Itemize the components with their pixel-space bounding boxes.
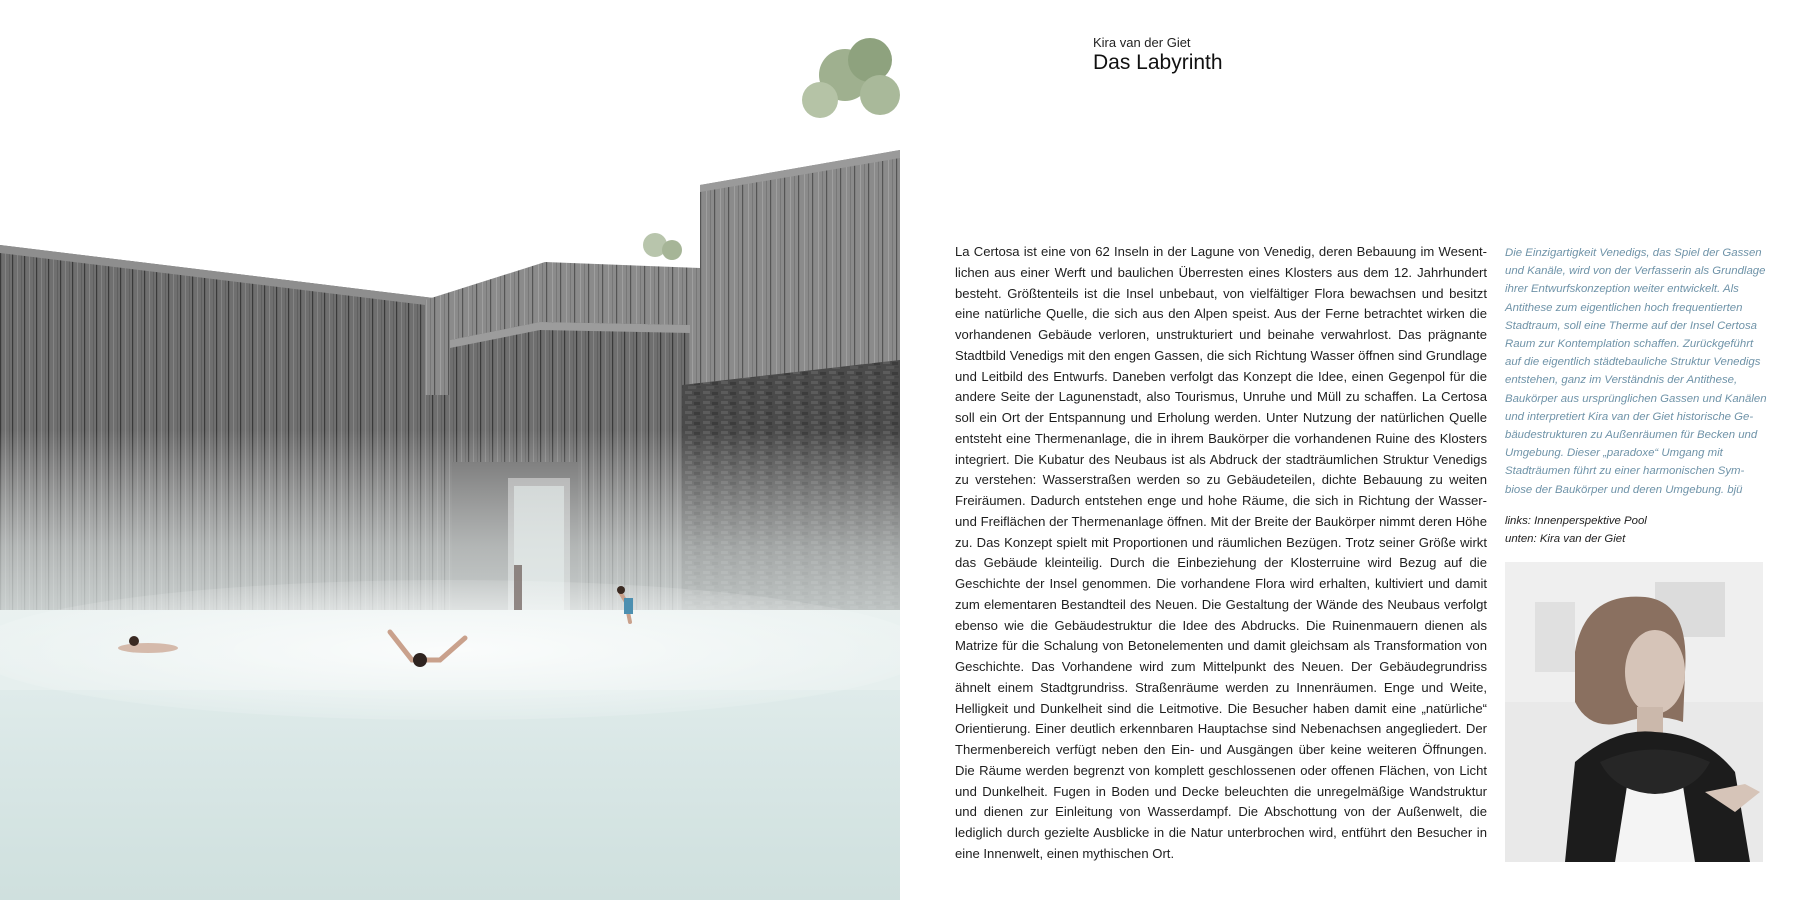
figure-in-doorway: [514, 565, 522, 610]
editor-commentary: Die Einzigartigkeit Venedigs, das Spiel der Gassen und Kanäle, wird von der Verfasserin als Grundlage ihrer Entwurfskonzeption weiter entwickelt. Als Antithese zum eigentlichen hoch frequentierten Stadtraum, soll eine Therme auf der Insel Certosa Raum zur Kontemplation schaffen. Zurückgeführt auf die eigentlich städtebauliche Struktur Venedigs entstehen, ganz im Verständnis der Antithese, Baukörper aus ursprünglichen Gassen und Kanälen und interpretiert Kira van der Giet historische Gebäudestrukturen zu Außenräumen für Becken und Umgebung. Dieser „paradoxe“ Umgang mit Stadträumen führt zu einer harmonischen Symbiose der Baukörper und deren Umgebung. bjü: [1505, 247, 1767, 496]
article-title: Das Labyrinth: [1093, 51, 1223, 74]
right-page: [900, 0, 1800, 900]
author-portrait-photo: [1505, 562, 1763, 862]
caption-left-image: links: Innenperspektive Pool: [1505, 515, 1647, 527]
caption-portrait: unten: Kira van der Giet: [1505, 533, 1626, 545]
article-body: La Certosa ist eine von 62 Inseln in der Lagune von Venedig, deren Bebauung im Wesentlichen aus einer Werft und baulichen Überresten eines Klosters aus dem 12. Jahrhundert besteht. Größtenteils ist die Insel unbebaut, von vielfältiger Flora bewachsen und besitzt eine natürliche Quelle, die sich aus den Alpen speist. Aus der Ferne betrachtet wirken die vorhandenen Gebäude verloren, unstrukturiert und beinahe verwahrlost. Das prägnante Stadtbild Venedigs mit den engen Gassen, die sich Richtung Wasser öffnen sind Grundlage und Leitbild des Entwurfs. Daneben verfolgt das Konzept die Idee, einen Gegenpol für die andere Seite der Lagunenstadt, also Tourismus, Unruhe und Müll zu schaffen. La Certosa soll ein Ort der Entspannung und Erholung werden. Unter Nutzung der natürlichen Quelle entsteht eine Thermenanlage, die in ihrem Baukörper die vorhandenen Ruine des Klosters integriert. Die Kubatur des Neubaus ist als Abdruck der stadträumlichen Struktur Venedigs zu verstehen: Wasserstraßen werden so zu Gebäudeteilen, dichte Bebauung zu weiten Freiräumen. Dadurch entstehen enge und hohe Räume, die sich in Richtung der Wasser- und Freiflächen der Thermenanlage öffnen. Mit der Breite der Baukörper nimmt deren Höhe zu. Das Konzept spielt mit Proportionen und räumlichen Bezügen. Trotz seiner Größe wirkt das Gebäude kleinteilig. Durch die Einbeziehung der Klosterruine wird Bezug auf die Geschichte der Insel genommen. Die vorhandene Flora wird erhalten, kultiviert und damit zum elementaren Bestandteil des Neuen. Die Gestaltung der Wände des Neubaus verfolgt ebenso wie die Gebäudestruktur die Idee des Abdrucks. Die Ruinenmauern dienen als Matrize für die Schalung von Betonelementen und damit gleichsam als Transformation von Geschichte. Das Vorhandene wird zum Mittelpunkt des Neuen. Der Gebäudegrundriss ähnelt einem Stadtgrundriss. Straßenräume werden zu Innenräumen. Enge und Weite, Helligkeit und Dunkelheit sind die Leitmotive. Die Besucher haben damit eine „natürliche“ Orientierung. Einer deutlich erkennbaren Hauptachse sind Nebenachsen angegliedert. Der Thermenbereich verfügt neben den Ein- und Ausgängen über keine weiteren Öffnungen. Die Räume werden begrenzt von komplett geschlossenen oder offenen Flächen, von Licht und Dunkelheit. Fugen in Boden und Decke beleuchten die unregelmäßige Wandstruktur und dienen zur Einleitung von Wasserdampf. Die Abschottung von der Außenwelt, die lediglich durch gezielte Ausblicke in die Natur unterbrochen wird, entführt den Besucher in eine Innenwelt, einen mythischen Ort.: [955, 244, 1487, 861]
author-name: Kira van der Giet: [1093, 35, 1191, 50]
portrait-illustration: [1505, 562, 1763, 862]
tall-concrete-block: [700, 150, 900, 395]
